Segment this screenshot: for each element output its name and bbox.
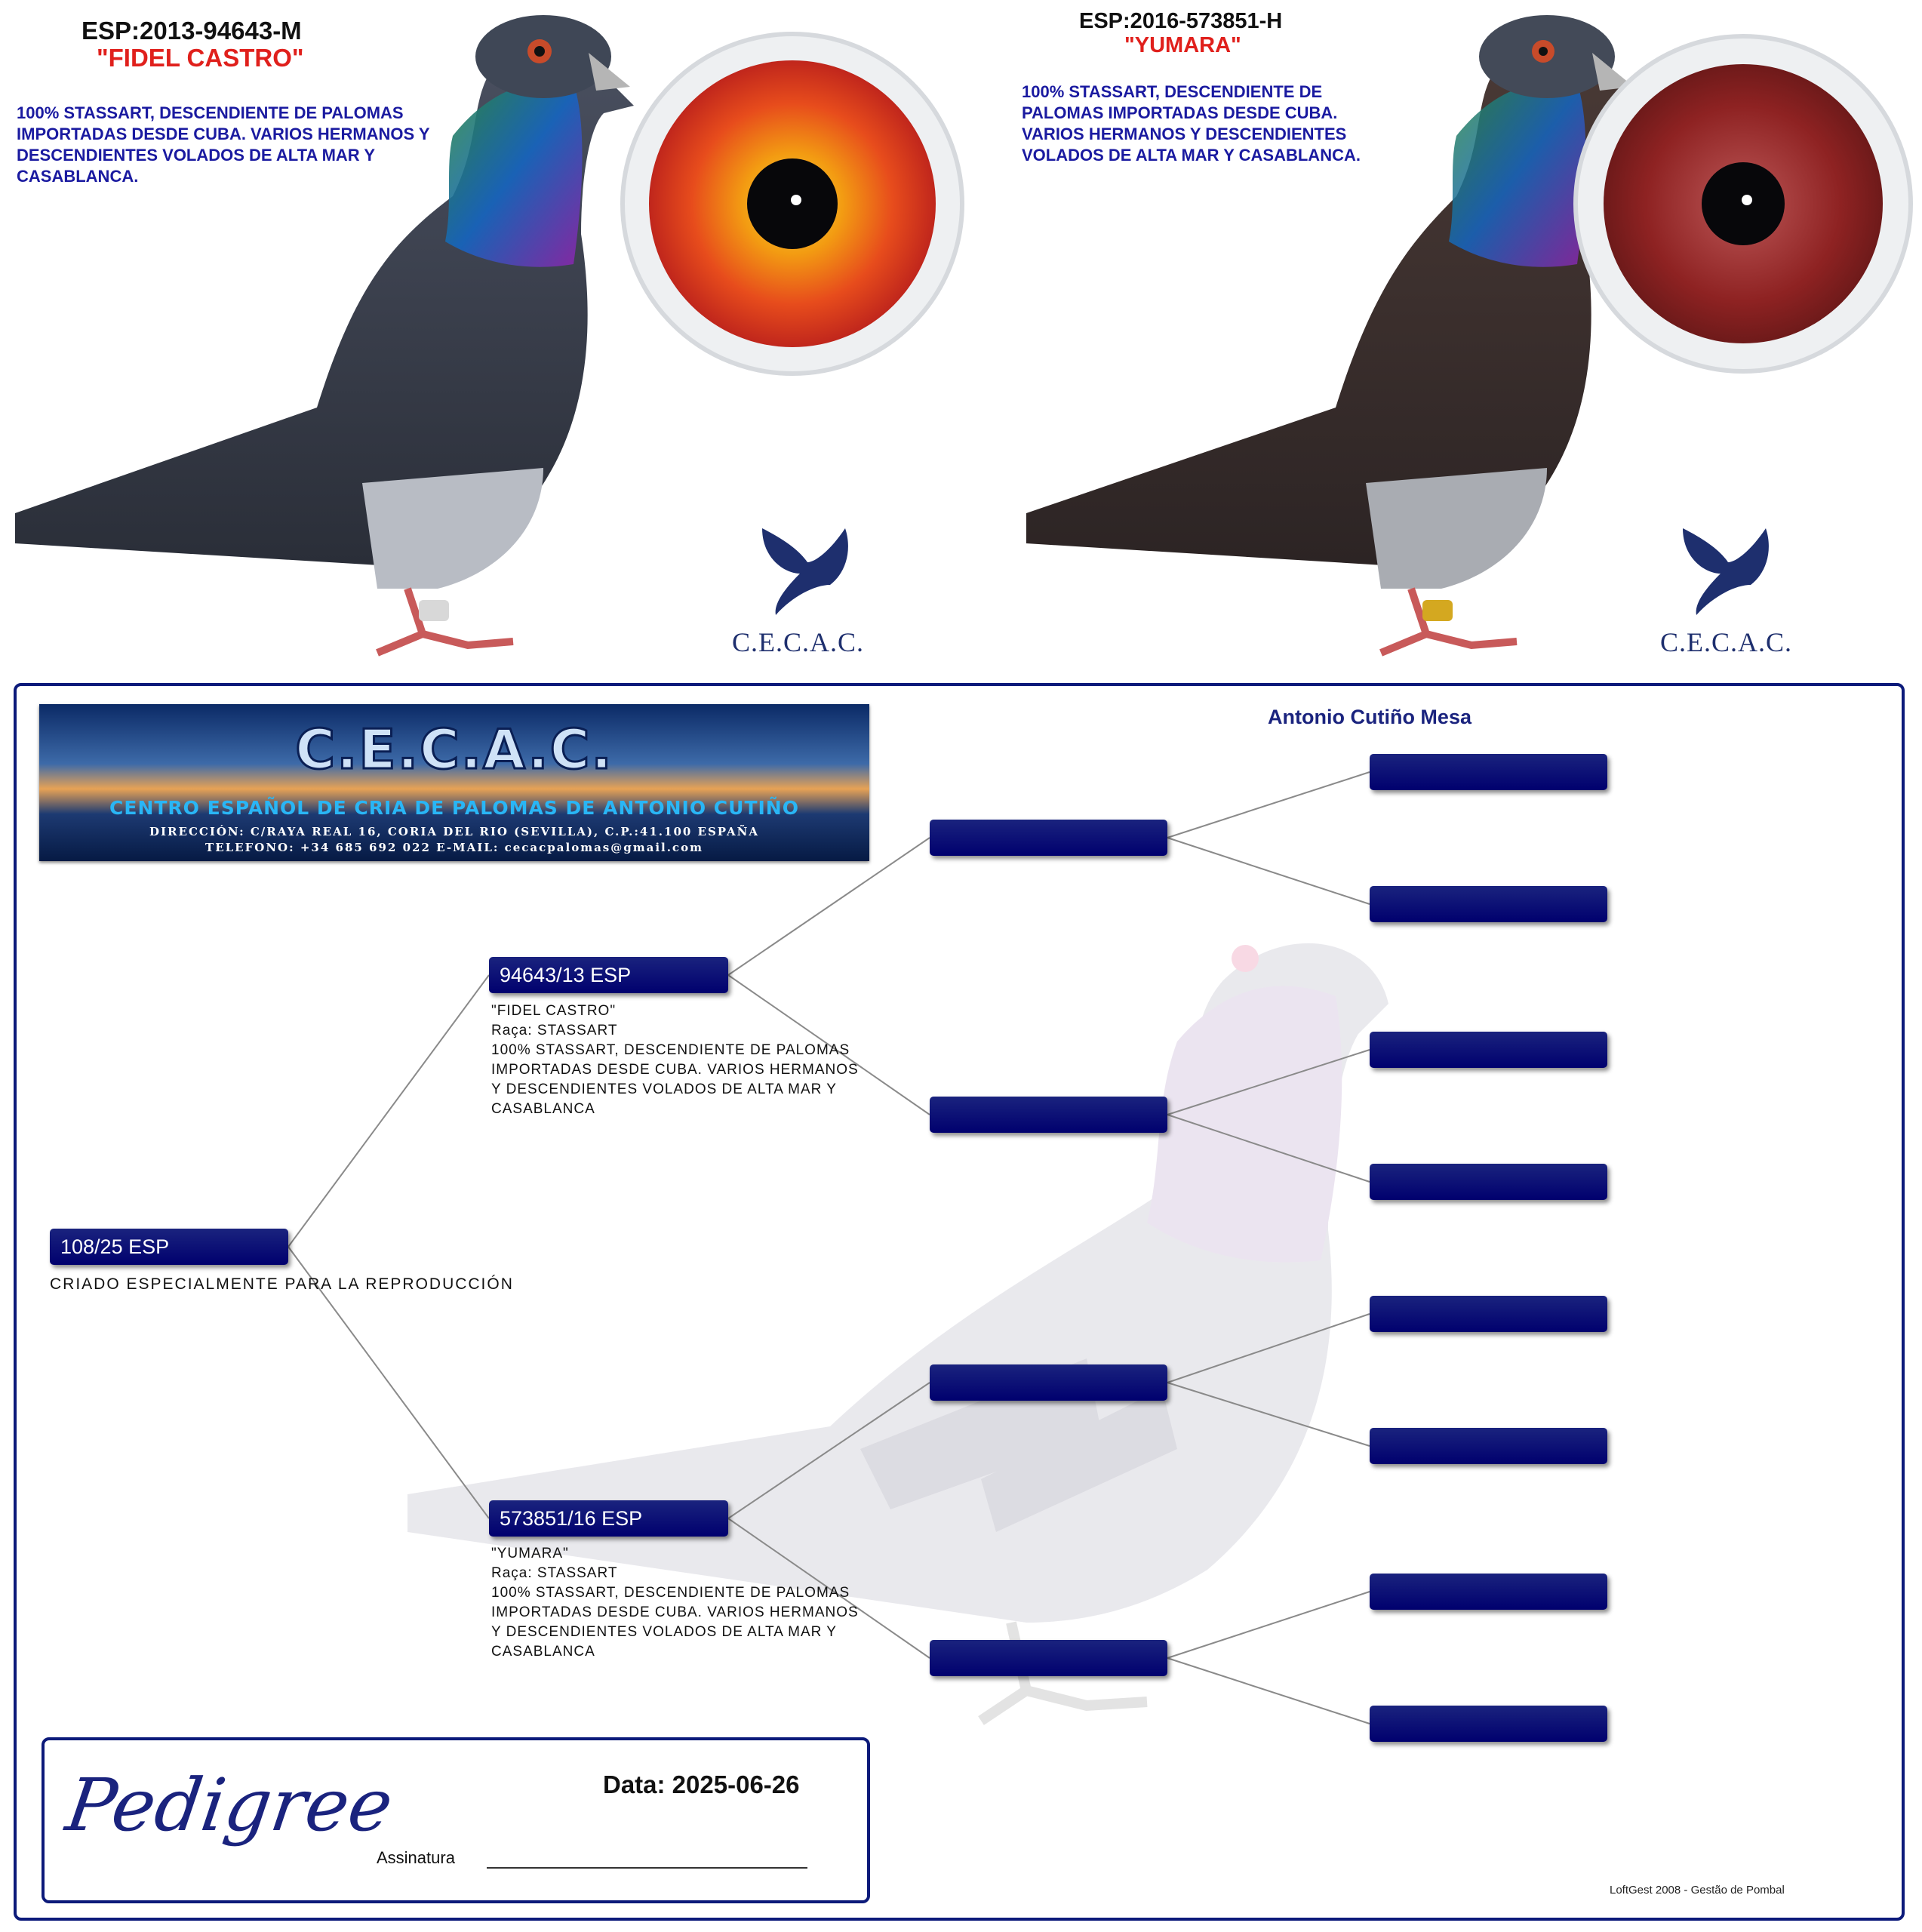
grandparent-box-2[interactable]	[930, 1097, 1167, 1133]
dam-desc-line-1: 100% STASSART, DESCENDIENTE DE PALOMAS	[491, 1585, 850, 1601]
banner-title: C.E.C.A.C.	[295, 718, 614, 781]
right-bird-name: "YUMARA"	[1124, 33, 1241, 57]
left-bird-description: 100% STASSART, DESCENDIENTE DE PALOMAS IMPORTADAS DESDE CUBA. VARIOS HERMANOS Y DESCENDIENTES VOLADOS DE ALTA MAR Y CASABLANCA.	[17, 103, 430, 186]
right-bird-ring: ESP:2016-573851-H	[1079, 9, 1283, 33]
signature-label: Assinatura	[377, 1848, 455, 1867]
dam-details	[491, 1544, 859, 1662]
left-bird-name: "FIDEL CASTRO"	[97, 44, 304, 72]
sire-box[interactable]: 94643/13 ESP	[489, 957, 728, 993]
sire-desc-line-2: IMPORTADAS DESDE CUBA. VARIOS HERMANOS	[491, 1062, 859, 1078]
date-label: Data: 2025-06-26	[603, 1770, 800, 1798]
grandparent-box-3[interactable]	[930, 1364, 1167, 1401]
sire-details	[491, 1001, 859, 1119]
left-bird-ring: ESP:2013-94643-M	[81, 17, 302, 45]
dam-breed: Raça: STASSART	[491, 1565, 618, 1581]
great-grandparent-box-1[interactable]	[1370, 754, 1607, 790]
banner-address: DIRECCIÓN: C/RAYA REAL 16, CORIA DEL RIO (SEVILLA), C.P.:41.100 ESPAÑA	[149, 825, 759, 838]
cecac-logo-text-right: C.E.C.A.C.	[1660, 627, 1793, 657]
sire-nickname: "FIDEL CASTRO"	[491, 1003, 617, 1019]
dam-box[interactable]: 573851/16 ESP	[489, 1500, 728, 1537]
owner-name: Antonio Cutiño Mesa	[1268, 706, 1471, 728]
great-grandparent-box-8[interactable]	[1370, 1706, 1607, 1742]
sire-desc-line-4: CASABLANCA	[491, 1101, 595, 1117]
dam-desc-line-4: CASABLANCA	[491, 1644, 595, 1660]
banner-subtitle: CENTRO ESPAÑOL DE CRIA DE PALOMAS DE ANTONIO CUTIÑO	[109, 797, 799, 819]
great-grandparent-box-2[interactable]	[1370, 886, 1607, 922]
pedigree-script-title: Pedigree	[61, 1763, 398, 1847]
subject-note: CRIADO ESPECIALMENTE PARA LA REPRODUCCIÓN	[50, 1275, 514, 1293]
sire-desc-line-1: 100% STASSART, DESCENDIENTE DE PALOMAS	[491, 1042, 850, 1058]
footer-box	[42, 1737, 870, 1903]
dam-nickname: "YUMARA"	[491, 1546, 569, 1561]
great-grandparent-box-4[interactable]	[1370, 1164, 1607, 1200]
grandparent-box-4[interactable]	[930, 1640, 1167, 1676]
banner-contact: TELEFONO: +34 685 692 022 E-MAIL: cecacpalomas@gmail.com	[205, 841, 703, 854]
grandparent-box-1[interactable]	[930, 820, 1167, 856]
sire-desc-line-3: Y DESCENDIENTES VOLADOS DE ALTA MAR Y	[491, 1081, 837, 1097]
cecac-logo-text-left: C.E.C.A.C.	[732, 627, 865, 657]
great-grandparent-box-3[interactable]	[1370, 1032, 1607, 1068]
great-grandparent-box-6[interactable]	[1370, 1428, 1607, 1464]
great-grandparent-box-7[interactable]	[1370, 1574, 1607, 1610]
subject-box[interactable]: 108/25 ESP	[50, 1229, 288, 1265]
dam-desc-line-3: Y DESCENDIENTES VOLADOS DE ALTA MAR Y	[491, 1624, 837, 1640]
software-credit: LoftGest 2008 - Gestão de Pombal	[1610, 1884, 1785, 1897]
great-grandparent-box-5[interactable]	[1370, 1296, 1607, 1332]
signature-line[interactable]	[487, 1867, 807, 1869]
dam-desc-line-2: IMPORTADAS DESDE CUBA. VARIOS HERMANOS	[491, 1604, 859, 1620]
right-bird-description: 100% STASSART, DESCENDIENTE DE PALOMAS IMPORTADAS DESDE CUBA. VARIOS HERMANOS Y DESCENDIENTES VOLADOS DE ALTA MAR Y CASABLANCA.	[1022, 82, 1361, 165]
sire-breed: Raça: STASSART	[491, 1023, 618, 1038]
